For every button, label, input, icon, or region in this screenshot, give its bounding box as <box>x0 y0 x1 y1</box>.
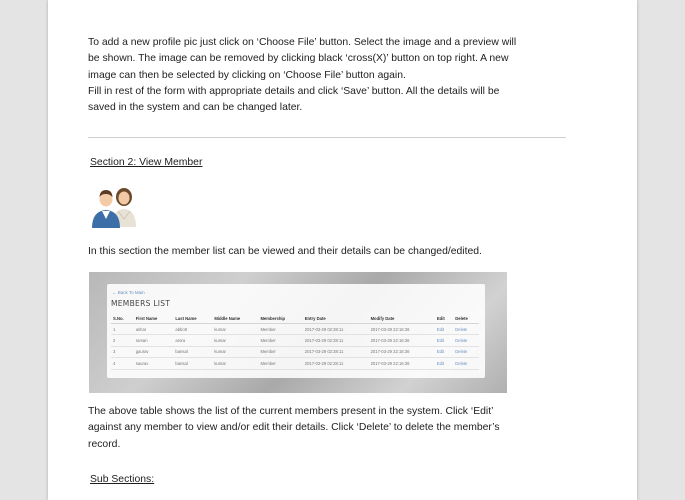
table-cell: 2 <box>111 335 134 346</box>
column-header: Last Name <box>173 314 212 324</box>
table-cell: Member <box>258 335 302 346</box>
column-header: Edit <box>435 314 453 324</box>
table-cell: gaurav <box>134 346 174 357</box>
intro-paragraph <box>88 35 568 116</box>
members-list-panel <box>107 284 485 378</box>
table-cell: kumar <box>212 346 258 357</box>
column-header: S.No. <box>111 314 134 324</box>
table-cell: 2017-03-29 02:38:11 <box>303 324 369 335</box>
table-cell: 3 <box>111 346 134 357</box>
table-cell: kumar <box>212 335 258 346</box>
edit-link[interactable]: Edit <box>435 346 453 357</box>
back-to-main-link[interactable]: ← Back To Main <box>112 290 145 295</box>
table-header-row <box>111 314 479 324</box>
table-cell: bansal <box>173 358 212 369</box>
column-header: Modify Date <box>369 314 435 324</box>
table-row <box>111 358 479 369</box>
column-header: Entry Date <box>303 314 369 324</box>
column-header: Middle Name <box>212 314 258 324</box>
delete-link[interactable]: Delete <box>453 358 479 369</box>
explanation-line: against any member to view and/or edit their details. Click ‘Delete’ to delete the member’s <box>88 422 500 434</box>
column-header: Delete <box>453 314 479 324</box>
table-cell: 2017-03-29 22:16:36 <box>369 346 435 357</box>
explanation-line: The above table shows the list of the current members present in the system. Click ‘Edit’ <box>88 406 494 417</box>
members-list-screenshot <box>89 272 507 393</box>
table-cell: raman <box>134 335 174 346</box>
column-header: First Name <box>134 314 174 324</box>
table-cell: abbott <box>173 324 212 335</box>
delete-link[interactable]: Delete <box>453 335 479 346</box>
members-icon <box>88 183 144 229</box>
table-cell: 2017-03-29 02:38:11 <box>303 335 369 346</box>
table-cell: 2017-03-29 22:16:36 <box>369 335 435 346</box>
edit-link[interactable]: Edit <box>435 324 453 335</box>
column-header: Membership <box>258 314 302 324</box>
document-page <box>48 0 637 500</box>
explanation-line: record. <box>88 438 121 450</box>
edit-link[interactable]: Edit <box>435 335 453 346</box>
intro-line: To add a new profile pic just click on ‘Choose File’ button. Select the image and a preview will <box>88 37 517 48</box>
table-cell: Member <box>258 324 302 335</box>
intro-line: Fill in rest of the form with appropriate details and click ‘Save’ button. All the details will be <box>88 85 500 97</box>
table-cell: Member <box>258 346 302 357</box>
table-cell: 1 <box>111 324 134 335</box>
table-cell: 2017-03-29 22:16:36 <box>369 358 435 369</box>
table-cell: 2017-03-29 02:38:11 <box>303 346 369 357</box>
intro-line: image can then be selected by clicking on ‘Choose File’ button again. <box>88 69 406 81</box>
table-cell: Member <box>258 358 302 369</box>
table-cell: arora <box>173 335 212 346</box>
table-row <box>111 324 479 335</box>
sub-sections-heading: Sub Sections: <box>90 474 155 485</box>
table-cell: ashar <box>134 324 174 335</box>
delete-link[interactable]: Delete <box>453 346 479 357</box>
table-row <box>111 335 479 346</box>
edit-link[interactable]: Edit <box>435 358 453 369</box>
section-description: In this section the member list can be viewed and their details can be changed/edited. <box>88 246 482 257</box>
members-table <box>111 314 479 370</box>
table-cell: 4 <box>111 358 134 369</box>
table-cell: saurav <box>134 358 174 369</box>
intro-line: saved in the system and can be changed later. <box>88 102 303 114</box>
table-cell: kumar <box>212 324 258 335</box>
table-cell: 2017-03-29 02:38:11 <box>303 358 369 369</box>
table-cell: kumar <box>212 358 258 369</box>
table-explanation-paragraph <box>88 404 568 453</box>
members-list-title: MEMBERS LIST <box>111 299 171 308</box>
section-title: Section 2: View Member <box>90 157 203 168</box>
intro-line: be shown. The image can be removed by clicking black ‘cross(X)’ button on top right. A new <box>88 53 509 65</box>
table-cell: bansal <box>173 346 212 357</box>
table-row <box>111 346 479 357</box>
section-divider <box>88 137 566 138</box>
table-cell: 2017-03-29 22:16:36 <box>369 324 435 335</box>
delete-link[interactable]: Delete <box>453 324 479 335</box>
